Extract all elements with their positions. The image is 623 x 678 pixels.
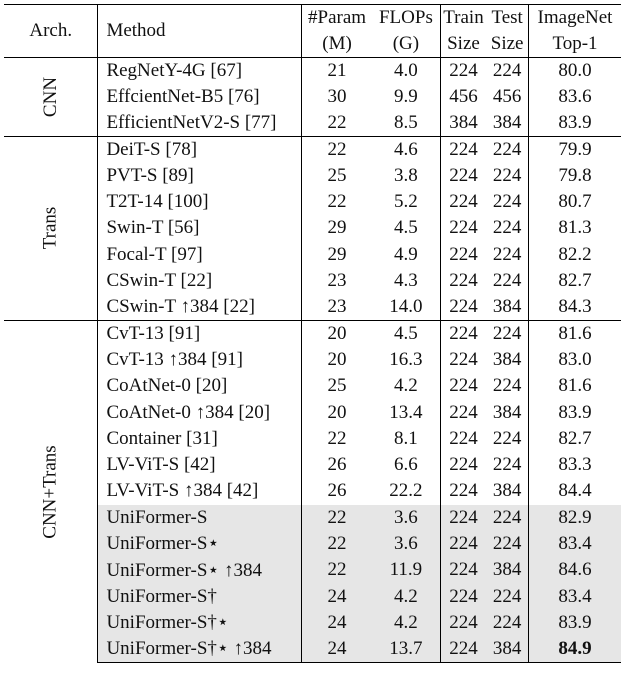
param-cell: 30 [327, 85, 347, 107]
param-cell: 24 [301, 583, 372, 609]
train-size-cell: 224 [449, 401, 478, 423]
header-flops: FLOPs [372, 5, 440, 32]
top1-cell: 83.4 [529, 583, 622, 609]
param-cell: 20 [301, 320, 372, 346]
test-size-cell: 384 [486, 557, 528, 583]
flops-cell: 4.9 [372, 242, 440, 268]
header-param: #Param [301, 5, 372, 32]
train-size-cell: 384 [449, 111, 478, 133]
top1-cell: 84.9 [529, 636, 622, 662]
top1-cell: 81.6 [529, 320, 622, 346]
param-cell: 23 [327, 270, 347, 292]
header-top1-unit: Top-1 [552, 33, 598, 54]
test-size-cell: 384 [486, 347, 528, 373]
top1-cell: 84.6 [529, 557, 622, 583]
param-cell: 25 [327, 164, 347, 186]
table-body [4, 5, 621, 663]
test-size-cell: 224 [486, 505, 528, 531]
arch-group-text: CNN+Trans [39, 444, 61, 539]
header-param-unit: (M) [322, 33, 352, 54]
top1-cell: 83.9 [558, 111, 592, 133]
top1-cell: 79.8 [558, 164, 592, 186]
method-cell: UniFormer-S [98, 505, 301, 531]
method-cell: CoAtNet-0 [20] [98, 373, 301, 399]
top1-cell: 81.6 [558, 375, 592, 397]
param-cell: 22 [301, 136, 372, 162]
flops-cell: 8.1 [372, 426, 440, 452]
test-size-cell: 224 [486, 531, 528, 557]
method-cell: UniFormer-S†⋆ [98, 610, 301, 636]
method-cell: CSwin-T [22] [98, 268, 301, 294]
top1-cell: 80.7 [558, 191, 592, 213]
test-size-cell: 384 [486, 110, 528, 136]
header-flops-unit: (G) [372, 31, 440, 58]
method-cell: T2T-14 [100] [98, 189, 301, 215]
top1-cell: 84.4 [558, 480, 592, 502]
top1-cell: 80.0 [529, 58, 622, 84]
top1-cell: 83.9 [529, 610, 622, 636]
header-train: Train [440, 5, 486, 32]
test-size-cell: 224 [486, 163, 528, 189]
train-size-cell: 224 [440, 636, 486, 662]
test-size-cell: 224 [486, 215, 528, 241]
top1-cell: 82.7 [558, 270, 592, 292]
test-size-cell: 224 [486, 426, 528, 452]
top1-cell: 82.9 [529, 505, 622, 531]
train-size-cell: 224 [440, 58, 486, 84]
top1-cell: 82.7 [558, 427, 592, 449]
top1-cell: 82.2 [558, 243, 592, 265]
flops-cell: 4.6 [372, 136, 440, 162]
header-top1: ImageNet [529, 5, 622, 32]
train-size-cell: 224 [440, 610, 486, 636]
header-test: Test [486, 5, 528, 32]
test-size-cell: 224 [486, 320, 528, 346]
method-cell: UniFormer-S⋆ ↑384 [98, 557, 301, 583]
flops-cell: 13.4 [372, 399, 440, 425]
test-size-cell: 224 [486, 136, 528, 162]
flops-cell: 6.6 [372, 452, 440, 478]
train-size-cell: 224 [449, 480, 478, 502]
top1-cell: 83.9 [558, 401, 592, 423]
method-cell: DeiT-S [78] [98, 136, 301, 162]
flops-cell: 9.9 [372, 84, 440, 110]
table-row [4, 136, 621, 162]
header-method: Method [98, 5, 301, 58]
train-size-cell: 224 [449, 454, 478, 476]
method-cell: CvT-13 ↑384 [91] [98, 347, 301, 373]
arch-group-label [4, 136, 98, 320]
train-size-cell: 224 [449, 270, 478, 292]
test-size-cell: 224 [486, 452, 528, 478]
top1-cell: 79.9 [529, 136, 622, 162]
flops-cell: 4.2 [372, 373, 440, 399]
table-row [4, 320, 621, 346]
param-cell: 20 [327, 401, 347, 423]
train-size-cell: 456 [449, 85, 478, 107]
train-size-cell: 224 [449, 191, 478, 213]
test-size-cell: 384 [486, 478, 528, 504]
top1-cell: 83.0 [558, 348, 592, 370]
test-size-cell: 224 [486, 58, 528, 84]
flops-cell: 13.7 [372, 636, 440, 662]
method-cell: UniFormer-S⋆ [98, 531, 301, 557]
arch-group-text: Trans [39, 207, 61, 250]
method-cell: Focal-T [97] [98, 242, 301, 268]
test-size-cell: 224 [486, 268, 528, 294]
header-train-unit: Size [447, 33, 480, 54]
flops-cell: 4.5 [372, 215, 440, 241]
table-row [4, 58, 621, 84]
top1-cell: 83.6 [558, 85, 592, 107]
train-size-cell: 224 [449, 427, 478, 449]
param-cell: 26 [327, 454, 347, 476]
param-cell: 29 [327, 217, 347, 239]
flops-cell: 4.5 [372, 320, 440, 346]
param-cell: 24 [301, 636, 372, 662]
param-cell: 26 [327, 480, 347, 502]
param-cell: 25 [327, 375, 347, 397]
test-size-cell: 224 [486, 242, 528, 268]
method-cell: LV-ViT-S ↑384 [42] [98, 478, 301, 504]
top1-cell: 83.4 [529, 531, 622, 557]
flops-cell: 3.6 [372, 531, 440, 557]
flops-cell: 4.2 [372, 610, 440, 636]
param-cell: 20 [327, 348, 347, 370]
param-cell: 22 [327, 191, 347, 213]
test-size-cell: 456 [486, 84, 528, 110]
train-size-cell: 224 [449, 375, 478, 397]
flops-cell: 11.9 [372, 557, 440, 583]
train-size-cell: 224 [440, 557, 486, 583]
param-cell: 22 [327, 427, 347, 449]
test-size-cell: 224 [486, 373, 528, 399]
flops-cell: 3.8 [372, 163, 440, 189]
train-size-cell: 224 [449, 217, 478, 239]
method-cell: CoAtNet-0 ↑384 [20] [98, 399, 301, 425]
method-cell: LV-ViT-S [42] [98, 452, 301, 478]
test-size-cell: 384 [486, 294, 528, 320]
header-row-1 [4, 5, 621, 32]
flops-cell: 16.3 [372, 347, 440, 373]
flops-cell: 22.2 [372, 478, 440, 504]
results-table [4, 4, 621, 663]
method-cell: EffcientNet-B5 [76] [98, 84, 301, 110]
train-size-cell: 224 [449, 164, 478, 186]
param-cell: 22 [301, 557, 372, 583]
flops-cell: 4.3 [372, 268, 440, 294]
arch-group-label [4, 58, 98, 137]
method-cell: CSwin-T ↑384 [22] [98, 294, 301, 320]
flops-cell: 4.2 [372, 583, 440, 609]
test-size-cell: 224 [486, 583, 528, 609]
header-test-unit: Size [486, 31, 528, 58]
flops-cell: 8.5 [372, 110, 440, 136]
method-cell: RegNetY-4G [67] [98, 58, 301, 84]
param-cell: 22 [327, 111, 347, 133]
top1-cell: 81.3 [558, 217, 592, 239]
arch-group-text: CNN [39, 76, 61, 117]
test-size-cell: 384 [486, 636, 528, 662]
train-size-cell: 224 [440, 531, 486, 557]
train-size-cell: 224 [440, 320, 486, 346]
param-cell: 24 [301, 610, 372, 636]
train-size-cell: 224 [449, 243, 478, 265]
train-size-cell: 224 [440, 505, 486, 531]
param-cell: 21 [301, 58, 372, 84]
flops-cell: 3.6 [372, 505, 440, 531]
train-size-cell: 224 [440, 136, 486, 162]
method-cell: PVT-S [89] [98, 163, 301, 189]
flops-cell: 14.0 [372, 294, 440, 320]
test-size-cell: 384 [486, 399, 528, 425]
train-size-cell: 224 [440, 583, 486, 609]
method-cell: EfficientNetV2-S [77] [98, 110, 301, 136]
flops-cell: 5.2 [372, 189, 440, 215]
method-cell: UniFormer-S†⋆ ↑384 [98, 636, 301, 662]
method-cell: CvT-13 [91] [98, 320, 301, 346]
method-cell: UniFormer-S† [98, 583, 301, 609]
method-cell: Container [31] [98, 426, 301, 452]
header-arch: Arch. [4, 5, 98, 58]
arch-group-label [4, 320, 98, 662]
param-cell: 29 [327, 243, 347, 265]
param-cell: 22 [301, 531, 372, 557]
param-cell: 23 [327, 296, 347, 318]
method-cell: Swin-T [56] [98, 215, 301, 241]
test-size-cell: 224 [486, 610, 528, 636]
test-size-cell: 224 [486, 189, 528, 215]
top1-cell: 83.3 [558, 454, 592, 476]
param-cell: 22 [301, 505, 372, 531]
train-size-cell: 224 [449, 348, 478, 370]
train-size-cell: 224 [449, 296, 478, 318]
flops-cell: 4.0 [372, 58, 440, 84]
top1-cell: 84.3 [558, 296, 592, 318]
